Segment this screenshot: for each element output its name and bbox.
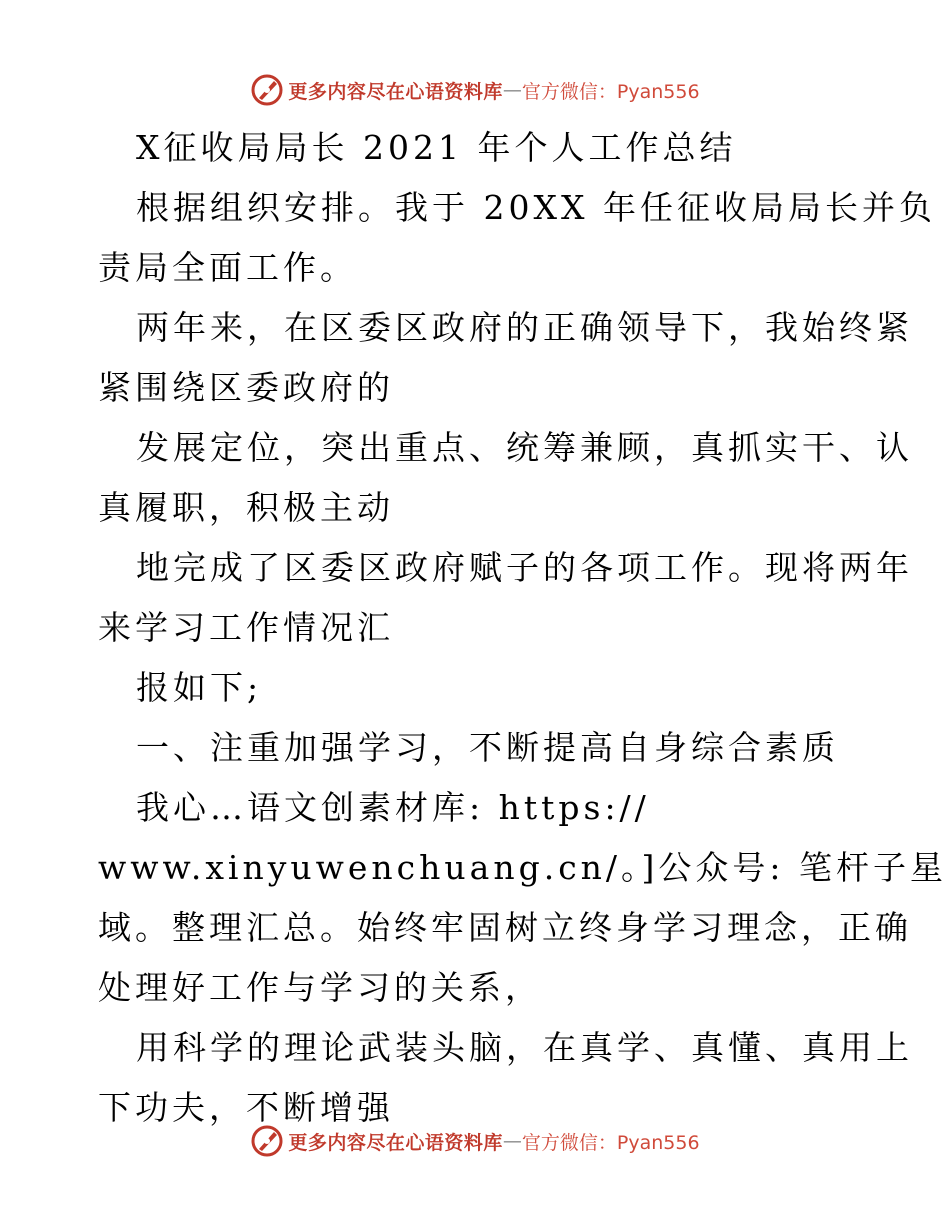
paragraph-line: 下功夫，不断增强 (98, 1088, 394, 1127)
paragraph-line: 域。整理汇总。始终牢固树立终身学习理念，正确 (98, 908, 912, 947)
header-watermark (0, 70, 950, 110)
watermark-lead-text: 更多内容尽在心语资料库 (288, 80, 503, 103)
paragraph-line: 真履职，积极主动 (98, 488, 394, 527)
paragraph-line: 报如下; (136, 668, 263, 707)
paragraph-line: 我心…语文创素材库: https:// (136, 788, 650, 827)
paragraph-line: 发展定位，突出重点、统筹兼顾，真抓实干、认 (136, 428, 913, 467)
quill-logo-icon (250, 1124, 284, 1158)
paragraph-line: 责局全面工作。 (98, 248, 357, 287)
paragraph-line: 两年来，在区委区政府的正确领导下，我始终紧 (136, 308, 913, 347)
section-heading: 一、注重加强学习，不断提高自身综合素质 (136, 728, 839, 767)
watermark-dash: — (502, 1130, 522, 1152)
footer-watermark (0, 1121, 950, 1161)
paragraph-line: 根据组织安排。我于 20XX 年任征收局局长并负 (136, 188, 936, 227)
paragraph-line: www.xinyuwenchuang.cn/。]公众号: 笔杆子星 (98, 848, 948, 887)
paragraph-line: 来学习工作情况汇 (98, 608, 394, 647)
watermark-dash: — (502, 79, 522, 101)
watermark-wechat-text: 官方微信：Pyan556 (521, 80, 700, 103)
paragraph-line: 地完成了区委区政府赋子的各项工作。现将两年 (136, 548, 913, 587)
paragraph-line: 紧围绕区委政府的 (98, 368, 394, 407)
quill-logo-icon (250, 73, 284, 107)
watermark-lead-text: 更多内容尽在心语资料库 (288, 1131, 503, 1154)
document-title: X征收局局长 2021 年个人工作总结 (136, 128, 737, 167)
paragraph-line: 处理好工作与学习的关系， (98, 968, 542, 1007)
watermark-wechat-text: 官方微信：Pyan556 (521, 1131, 700, 1154)
paragraph-line: 用科学的理论武装头脑，在真学、真懂、真用上 (136, 1028, 913, 1067)
document-body (98, 118, 948, 1138)
